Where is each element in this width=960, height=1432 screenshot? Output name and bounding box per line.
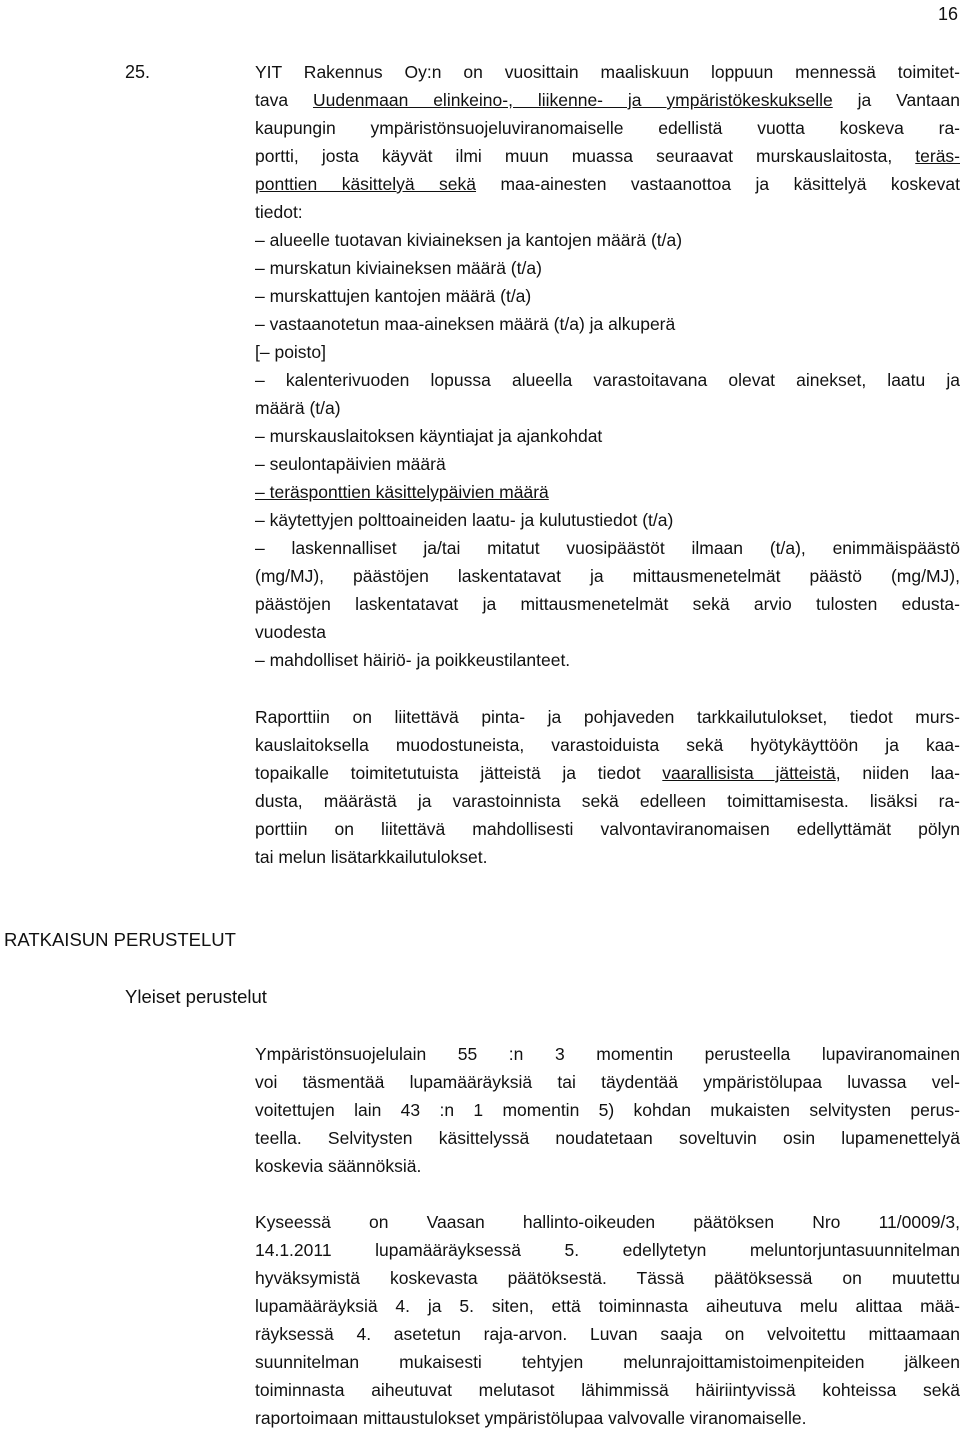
page-number: 16 [937,4,958,24]
paragraph-line [255,86,960,114]
list-item-continuation: vuodesta [255,622,327,642]
list-item: – murskatun kiviaineksen määrä (t/a) [255,258,542,278]
paragraph-line: porttiin on liitettävä mahdollisesti valvontaviranomaisen edellyttämät pölyn [255,819,960,839]
paragraph-line: Ympäristönsuojelulain 55 :n 3 momentin perusteella lupaviranomainen [255,1044,960,1064]
paragraph-line: koskevia säännöksiä. [255,1156,422,1176]
general-grounds-paragraph [255,1040,960,1180]
underlined-text: – teräsponttien käsittelypäivien määrä [255,482,549,502]
list-item: – murskauslaitoksen käyntiajat ja ajankohdat [255,426,603,446]
paragraph-line: tai melun lisätarkkailutulokset. [255,847,488,867]
list-item: – käytettyjen polttoaineiden laatu- ja kulutustiedot (t/a) [255,510,674,530]
paragraph-line [255,142,960,170]
paragraph-line: YIT Rakennus Oy:n on vuosittain maaliskuun loppuun mennessä toimitet- [255,62,960,82]
list-item: [– poisto] [255,342,327,362]
underlined-text: teräs- [915,146,960,166]
report-paragraph [255,703,960,871]
paragraph-line: suunnitelman mukaisesti tehtyjen melunrajoittamistoimenpiteiden jälkeen [255,1352,960,1372]
list-item-continuation: päästöjen laskentatavat ja mittausmenetelmät sekä arvio tulosten edusta- [255,594,960,614]
paragraph-line [255,170,960,198]
paragraph-line: Raporttiin on liitettävä pinta- ja pohjaveden tarkkailutulokset, tiedot murs- [255,707,960,727]
underlined-text: ponttien käsittelyä sekä [255,174,477,194]
underlined-text: vaarallisista jätteistä [662,763,836,783]
paragraph-line: 14.1.2011 lupamääräyksessä 5. edellytetyn meluntorjuntasuunnitelman [255,1240,960,1260]
text-span: ja Vantaan [832,90,960,110]
subsection-heading: Yleiset perustelut [125,986,267,1007]
paragraph-line: kaupungin ympäristönsuojeluviranomaiselle edellistä vuotta koskeva ra- [255,118,960,138]
list-item: – murskattujen kantojen määrä (t/a) [255,286,532,306]
paragraph-line: teella. Selvitysten käsittelyssä noudatetaan soveltuvin osin lupamenettelyä [255,1128,960,1148]
text-span: tava [255,90,313,110]
paragraph-line: voi täsmentää lupamääräyksiä tai täydentää ympäristölupaa luvassa vel- [255,1072,960,1092]
list-item-continuation: määrä (t/a) [255,398,341,418]
list-item: – vastaanotetun maa-aineksen määrä (t/a) ja alkuperä [255,314,676,334]
paragraph-line: räyksessä 4. asetetun raja-arvon. Luvan saaja on velvoitettu mittaamaan [255,1324,960,1344]
list-item: – seulontapäivien määrä [255,454,446,474]
paragraph-line: hyväksymistä koskevasta päätöksestä. Tässä päätöksessä on muutettu [255,1268,960,1288]
paragraph-line: Kyseessä on Vaasan hallinto-oikeuden päätöksen Nro 11/0009/3, [255,1212,960,1232]
decision-paragraph [255,1208,960,1432]
list-item-continuation: (mg/MJ), päästöjen laskentatavat ja mittausmenetelmät päästö (mg/MJ), [255,566,960,586]
text-span: maa-ainesten vastaanottoa ja käsittelyä koskevat [476,174,960,194]
paragraph-line: kauslaitoksella muodostuneista, varastoiduista sekä hyötykäyttöön ja kaa- [255,735,960,755]
report-contents-list [255,226,960,674]
uusimaa-ely-link-text: Uudenmaan elinkeino-, liikenne- ja ympäristökeskukselle [312,90,833,110]
paragraph-line: toiminnasta aiheutuvat melutasot lähimmissä häiriintyvissä kohteissa sekä [255,1380,960,1400]
item-paragraph [255,58,960,674]
paragraph-line: voitettujen lain 43 :n 1 momentin 5) kohdan mukaisten selvitysten perus- [255,1100,960,1120]
list-item: – mahdolliset häiriö- ja poikkeustilanteet. [255,650,571,670]
text-span: , niiden laa- [835,763,960,783]
list-item: – alueelle tuotavan kiviaineksen ja kantojen määrä (t/a) [255,230,683,250]
list-item: – kalenterivuoden lopussa alueella varastoitavana olevat ainekset, laatu ja [255,370,960,390]
list-item: – laskennalliset ja/tai mitatut vuosipäästöt ilmaan (t/a), enimmäispäästö [255,538,960,558]
paragraph-line [255,759,960,787]
item-number: 25. [125,62,151,82]
text-span: topaikalle toimitetutuista jätteistä ja tiedot [255,763,663,783]
paragraph-line: raportoimaan mittaustulokset ympäristölupaa valvovalle viranomaiselle. [255,1408,807,1428]
paragraph-line: dusta, määrästä ja varastoinnista sekä edelleen toimittamisesta. lisäksi ra- [255,791,960,811]
section-heading: RATKAISUN PERUSTELUT [4,929,236,950]
text-span: portti, josta käyvät ilmi muun muassa seuraavat murskauslaitosta, [255,146,916,166]
paragraph-line: lupamääräyksiä 4. ja 5. siten, että toiminnasta aiheutuva melu alittaa mää- [255,1296,960,1316]
list-item [255,478,960,506]
paragraph-line: tiedot: [255,202,303,222]
